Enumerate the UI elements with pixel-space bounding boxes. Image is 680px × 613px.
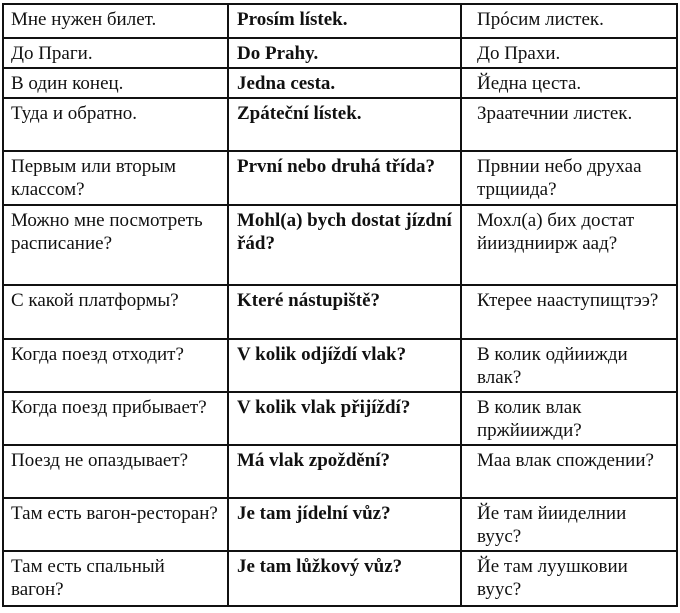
table-row — [3, 151, 677, 205]
czech-cell: První nebo druhá třída? — [228, 151, 461, 205]
transliteration-cell: Йедна цеста. — [461, 68, 677, 98]
czech-cell: Je tam lůžkový vůz? — [228, 551, 461, 606]
russian-cell: Когда поезд отходит? — [3, 339, 228, 392]
russian-cell: Первым или вторым классом? — [3, 151, 228, 205]
russian-cell: Там есть вагон-ресторан? — [3, 498, 228, 551]
transliteration-cell: В колик влак пржйиижди? — [461, 392, 677, 445]
czech-cell: Prosím lístek. — [228, 4, 461, 38]
russian-cell: В один конец. — [3, 68, 228, 98]
czech-cell: Jedna cesta. — [228, 68, 461, 98]
russian-cell: Мне нужен билет. — [3, 4, 228, 38]
table-row — [3, 205, 677, 285]
czech-cell: Má vlak zpoždění? — [228, 445, 461, 498]
czech-cell: Zpáteční lístek. — [228, 98, 461, 151]
transliteration-cell: Првнии небо друхаа трщиида? — [461, 151, 677, 205]
russian-cell: С какой платформы? — [3, 285, 228, 339]
table-row — [3, 498, 677, 551]
transliteration-cell: Мохл(а) бих достат йииздниирж aaд? — [461, 205, 677, 285]
czech-cell: Je tam jídelní vůz? — [228, 498, 461, 551]
czech-cell: Mohl(a) bych dostat jízdní řád? — [228, 205, 461, 285]
table-row — [3, 98, 677, 151]
russian-cell: Там есть спальный вагон? — [3, 551, 228, 606]
transliteration-cell: Йе там луушковии вуус? — [461, 551, 677, 606]
czech-cell: Které nástupiště? — [228, 285, 461, 339]
czech-cell: Do Prahy. — [228, 38, 461, 68]
transliteration-cell: Маа влак спождении? — [461, 445, 677, 498]
transliteration-cell: В колик одйиижди влак? — [461, 339, 677, 392]
phrasebook-table — [2, 3, 678, 607]
table-row — [3, 285, 677, 339]
table-row — [3, 339, 677, 392]
russian-cell: До Праги. — [3, 38, 228, 68]
czech-cell: V kolik odjíždí vlak? — [228, 339, 461, 392]
russian-cell: Туда и обратно. — [3, 98, 228, 151]
transliteration-cell: Пpóсим лиcтек. — [461, 4, 677, 38]
russian-cell: Можно мне посмотреть расписание? — [3, 205, 228, 285]
table-row — [3, 68, 677, 98]
czech-cell: V kolik vlak přijíždí? — [228, 392, 461, 445]
transliteration-cell: Ктерее наaступищтээ? — [461, 285, 677, 339]
table-row — [3, 392, 677, 445]
russian-cell: Когда поезд прибывает? — [3, 392, 228, 445]
table-row — [3, 551, 677, 606]
transliteration-cell: До Прахи. — [461, 38, 677, 68]
table-row — [3, 38, 677, 68]
russian-cell: Поезд не опаздывает? — [3, 445, 228, 498]
table-row — [3, 445, 677, 498]
transliteration-cell: Йе там йииделнии вуус? — [461, 498, 677, 551]
table-row — [3, 4, 677, 38]
transliteration-cell: Зраатечнии листек. — [461, 98, 677, 151]
